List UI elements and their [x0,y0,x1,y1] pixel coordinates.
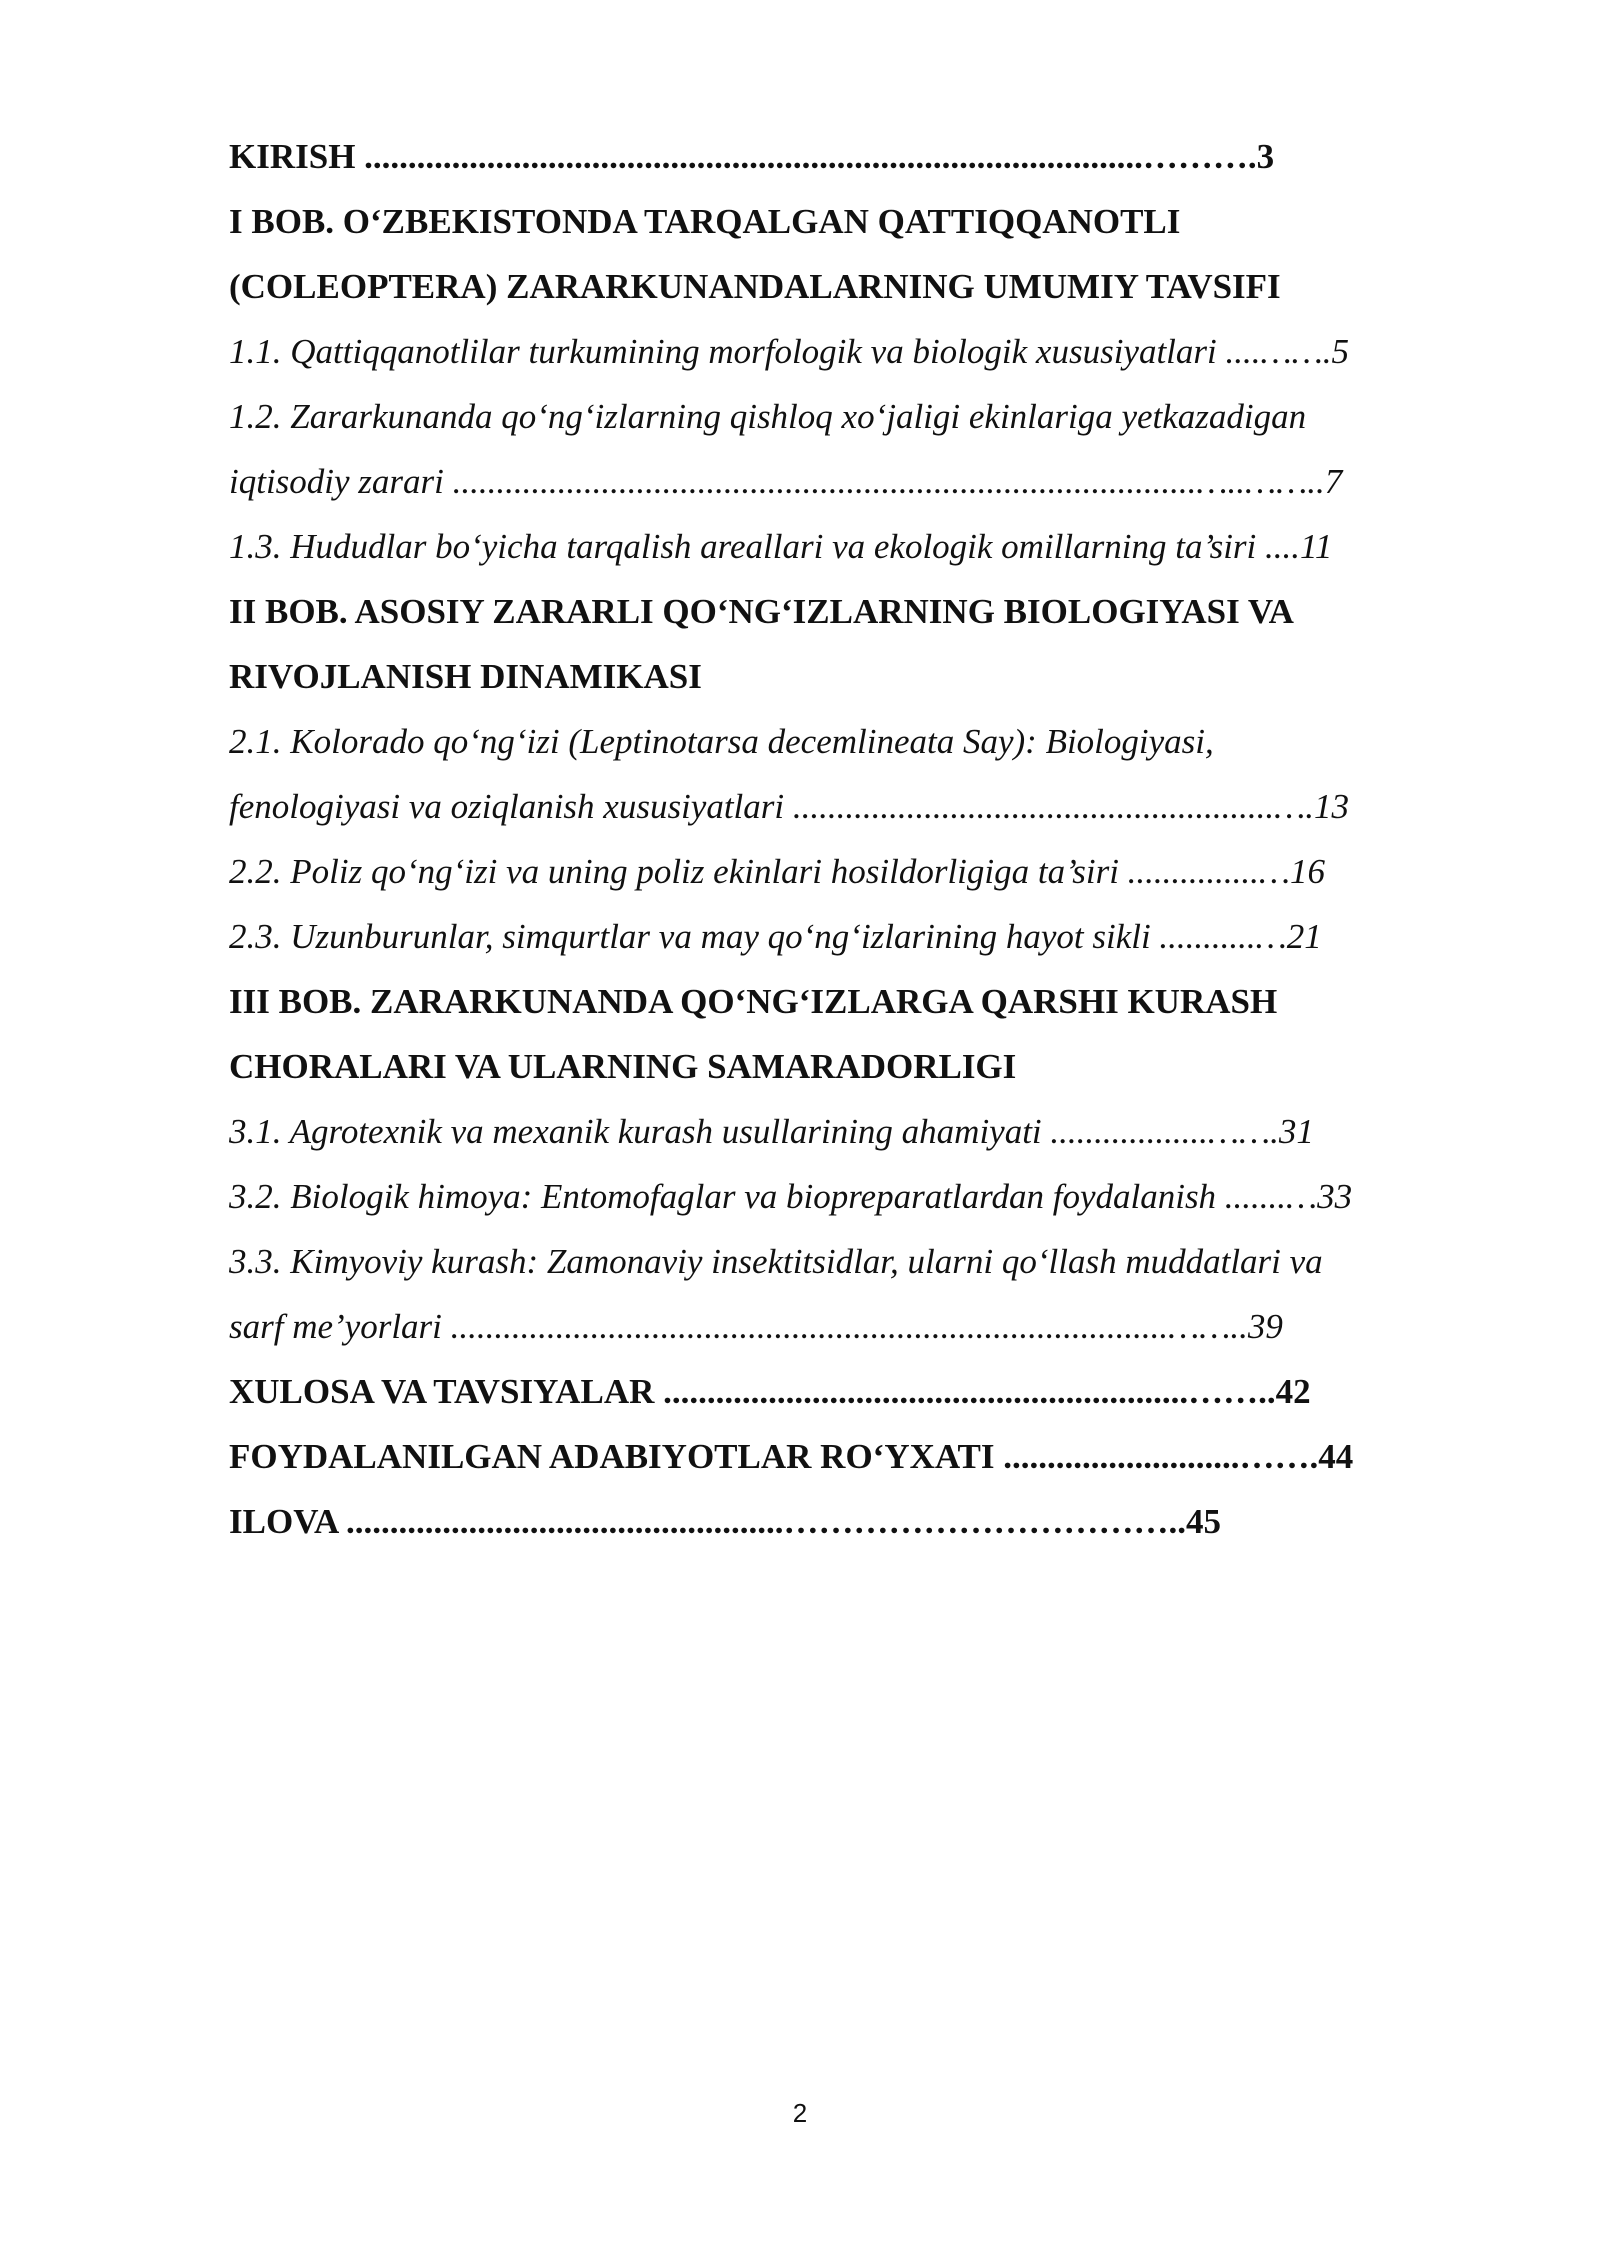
toc-section-2-1: 2.1. Kolorado qo‘ng‘izi (Leptinotarsa decemlineata Say): Biologiyasi, [229,722,1214,761]
toc-entry-adabiyotlar: FOYDALANILGAN ADABIYOTLAR RO‘YXATI ...........................…….44 [229,1437,1354,1476]
toc-entry-kirish: KIRISH .........................................................................................……….3 [229,137,1275,176]
page-number: 2 [792,2098,808,2128]
toc-chapter-1-heading-cont: (COLEOPTERA) ZARARKUNANDALARNING UMUMIY TAVSIFI [229,267,1281,306]
toc-chapter-2-heading: II BOB. ASOSIY ZARARLI QO‘NG‘IZLARNING BIOLOGIYASI VA [229,592,1294,631]
toc-section-1-2: 1.2. Zararkunanda qo‘ng‘izlarning qishloq xo‘jaligi ekinlariga yetkazadigan [229,397,1307,436]
toc-section-3-3: 3.3. Kimyoviy kurash: Zamonaviy insektitsidlar, ularni qo‘llash muddatlari va [229,1242,1323,1281]
toc-section-1-3: 1.3. Hududlar bo‘yicha tarqalish areallari va ekologik omillarning ta’siri ....11 [229,527,1333,566]
toc-section-1-1: 1.1. Qattiqqanotlilar turkumining morfologik va biologik xususiyatlari ....…….5 [229,332,1349,371]
toc-section-2-2: 2.2. Poliz qo‘ng‘izi va uning poliz ekinlari hosildorligiga ta’siri ...............…16 [229,852,1326,891]
toc-entry-xulosa: XULOSA VA TAVSIYALAR ............................................................……..42 [229,1372,1311,1411]
toc-section-3-1: 3.1. Agrotexnik va mexanik kurash usullarining ahamiyati ..................…….31 [229,1112,1314,1151]
toc-chapter-1-heading: I BOB. O‘ZBEKISTONDA TARQALGAN QATTIQQANOTLI [229,202,1181,241]
toc-entry-ilova: ILOVA ..................................................……………………………..45 [229,1502,1222,1541]
toc-section-2-3: 2.3. Uzunburunlar, simqurtlar va may qo‘ng‘izlarining hayot sikli ...........…21 [229,917,1322,956]
toc-chapter-2-heading-cont: RIVOJLANISH DINAMIKASI [229,657,702,696]
toc-chapter-3-heading: III BOB. ZARARKUNANDA QO‘NG‘IZLARGA QARSHI KURASH [229,982,1278,1021]
toc-section-1-2-cont: iqtisodiy zarari .....................................................................................…..……..7 [229,462,1343,501]
table-of-contents [229,124,1449,1554]
toc-chapter-3-heading-cont: CHORALARI VA ULARNING SAMARADORLIGI [229,1047,1017,1086]
toc-section-2-1-cont: fenologiyasi va oziqlanish xususiyatlari .......................................................….13 [229,787,1349,826]
toc-section-3-2: 3.2. Biologik himoya: Entomofaglar va biopreparatlardan foydalanish .......…33 [229,1177,1353,1216]
toc-section-3-3-cont: sarf me’yorlari ..................................................................................……..39 [229,1307,1283,1346]
